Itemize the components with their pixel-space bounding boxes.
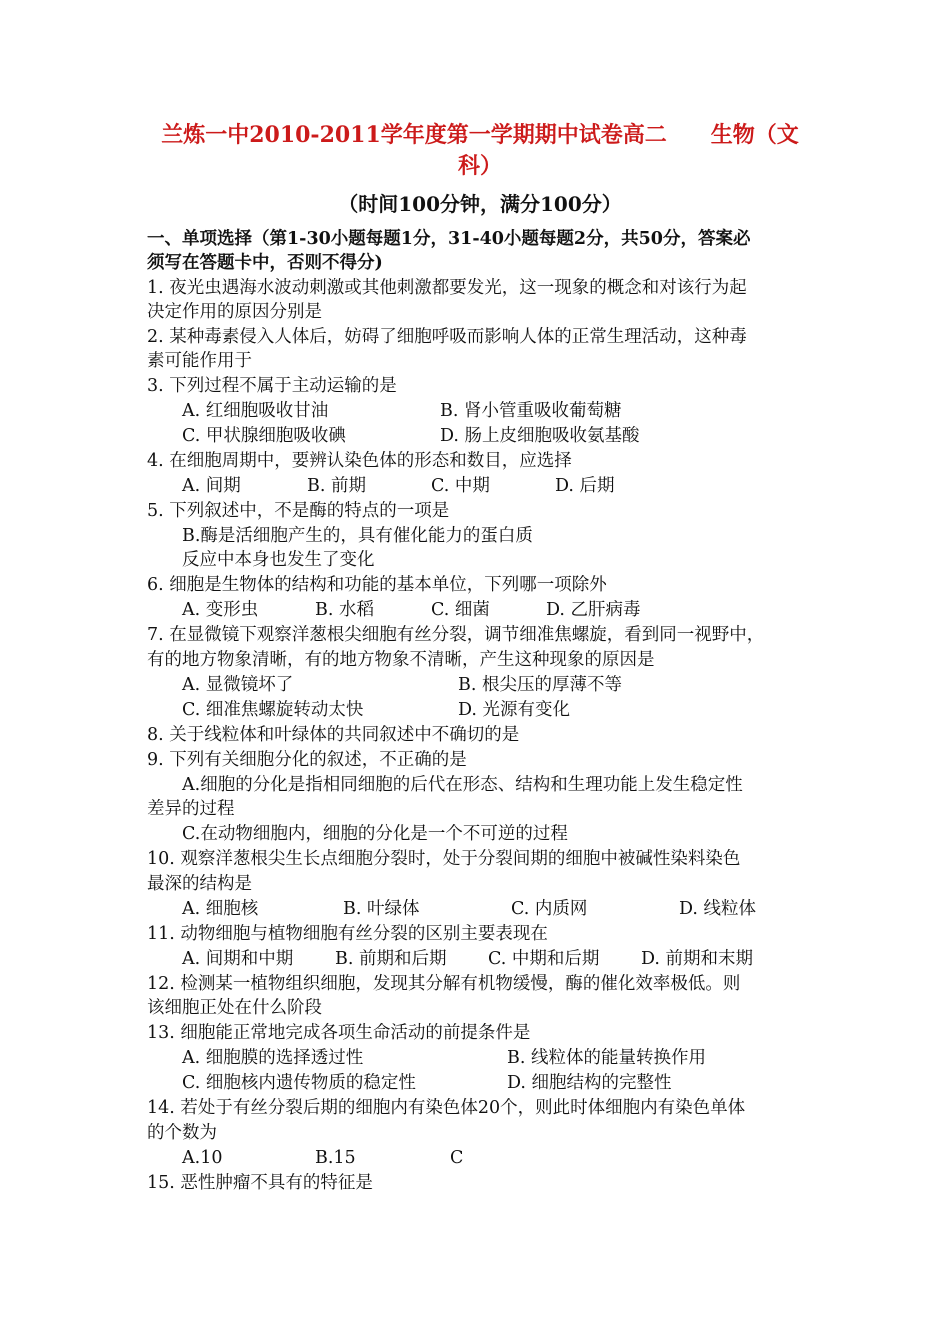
question-4-stem: 4. 在细胞周期中，要辨认染色体的形态和数目，应选择	[147, 451, 572, 471]
question-10-option-a: A. 细胞核	[182, 899, 259, 919]
question-14-option-b: B.15	[315, 1148, 356, 1168]
question-9-option-c: C.在动物细胞内，细胞的分化是一个不可逆的过程	[182, 824, 568, 844]
question-10-line1: 10. 观察洋葱根尖生长点细胞分裂时，处于分裂间期的细胞中被碱性染料染色	[147, 849, 741, 869]
question-7-option-b: B. 根尖压的厚薄不等	[458, 675, 622, 695]
exam-subtitle: （时间100分钟，满分100分）	[338, 192, 622, 216]
question-13-stem: 13. 细胞能正常地完成各项生命活动的前提条件是	[147, 1023, 531, 1043]
question-6-option-a: A. 变形虫	[182, 600, 259, 620]
question-9-stem: 9. 下列有关细胞分化的叙述，不正确的是	[147, 750, 467, 770]
question-13-option-d: D. 细胞结构的完整性	[507, 1073, 672, 1093]
question-13-option-a: A. 细胞膜的选择透过性	[182, 1048, 364, 1068]
question-14-option-a: A.10	[182, 1148, 223, 1168]
question-6-option-c: C. 细菌	[431, 600, 490, 620]
section-heading-line2: 须写在答题卡中，否则不得分)	[147, 253, 383, 273]
question-9-option-a-line1: A.细胞的分化是指相同细胞的后代在形态、结构和生理功能上发生稳定性	[182, 775, 743, 795]
question-11-option-c: C. 中期和后期	[488, 949, 600, 969]
question-11-option-b: B. 前期和后期	[335, 949, 447, 969]
question-13-option-c: C. 细胞核内遗传物质的稳定性	[182, 1073, 416, 1093]
question-5-option-b: B.酶是活细胞产生的，具有催化能力的蛋白质	[182, 526, 533, 546]
question-7-option-a: A. 显微镜坏了	[182, 675, 294, 695]
question-9-option-a-line2: 差异的过程	[147, 799, 235, 819]
question-4-option-c: C. 中期	[431, 476, 490, 496]
question-14-option-c: C	[450, 1148, 464, 1168]
question-7-option-c: C. 细准焦螺旋转动太快	[182, 700, 364, 720]
question-12-line1: 12. 检测某一植物组织细胞，发现其分解有机物缓慢，酶的催化效率极低。则	[147, 974, 741, 994]
question-3-option-d: D. 肠上皮细胞吸收氨基酸	[440, 426, 640, 446]
question-3-stem: 3. 下列过程不属于主动运输的是	[147, 376, 397, 396]
question-7-line2: 有的地方物象清晰，有的地方物象不清晰，产生这种现象的原因是	[147, 650, 655, 670]
exam-title-line2: 科）	[457, 153, 502, 179]
exam-title-line1: 兰炼一中2010-2011学年度第一学期期中试卷高二 生物（文	[161, 122, 799, 148]
question-7-option-d: D. 光源有变化	[458, 700, 571, 720]
question-2-line2: 素可能作用于	[147, 351, 252, 371]
question-14-line2: 的个数为	[147, 1123, 217, 1143]
question-1-line2: 决定作用的原因分别是	[147, 302, 322, 322]
question-4-option-a: A. 间期	[182, 476, 241, 496]
question-10-option-d: D. 线粒体	[679, 899, 757, 919]
question-10-option-c: C. 内质网	[511, 899, 588, 919]
question-15-stem: 15. 恶性肿瘤不具有的特征是	[147, 1173, 373, 1193]
question-14-line1: 14. 若处于有丝分裂后期的细胞内有染色体20个，则此时体细胞内有染色单体	[147, 1098, 746, 1118]
section-heading-line1: 一、单项选择（第1-30小题每题1分，31-40小题每题2分，共50分，答案必	[147, 229, 751, 249]
question-11-option-a: A. 间期和中期	[182, 949, 294, 969]
question-1-line1: 1. 夜光虫遇海水波动刺激或其他刺激都要发光，这一现象的概念和对该行为起	[147, 278, 747, 298]
question-4-option-d: D. 后期	[555, 476, 615, 496]
question-8-stem: 8. 关于线粒体和叶绿体的共同叙述中不确切的是	[147, 725, 520, 745]
question-12-line2: 该细胞正处在什么阶段	[147, 998, 322, 1018]
question-5-stem: 5. 下列叙述中，不是酶的特点的一项是	[147, 501, 450, 521]
question-10-option-b: B. 叶绿体	[343, 899, 420, 919]
question-2-line1: 2. 某种毒素侵入人体后，妨碍了细胞呼吸而影响人体的正常生理活动，这种毒	[147, 327, 747, 347]
question-3-option-b: B. 肾小管重吸收葡萄糖	[440, 401, 622, 421]
question-11-stem: 11. 动物细胞与植物细胞有丝分裂的区别主要表现在	[147, 924, 548, 944]
question-10-line2: 最深的结构是	[147, 874, 252, 894]
question-7-line1: 7. 在显微镜下观察洋葱根尖细胞有丝分裂，调节细准焦螺旋，看到同一视野中，	[147, 625, 765, 645]
question-3-option-a: A. 红细胞吸收甘油	[182, 401, 329, 421]
question-11-option-d: D. 前期和末期	[641, 949, 754, 969]
question-5-fragment: 反应中本身也发生了变化	[182, 550, 375, 570]
question-13-option-b: B. 线粒体的能量转换作用	[507, 1048, 706, 1068]
question-6-option-d: D. 乙肝病毒	[546, 600, 641, 620]
question-6-stem: 6. 细胞是生物体的结构和功能的基本单位，下列哪一项除外	[147, 575, 607, 595]
question-4-option-b: B. 前期	[307, 476, 366, 496]
question-3-option-c: C. 甲状腺细胞吸收碘	[182, 426, 346, 446]
question-6-option-b: B. 水稻	[315, 600, 374, 620]
